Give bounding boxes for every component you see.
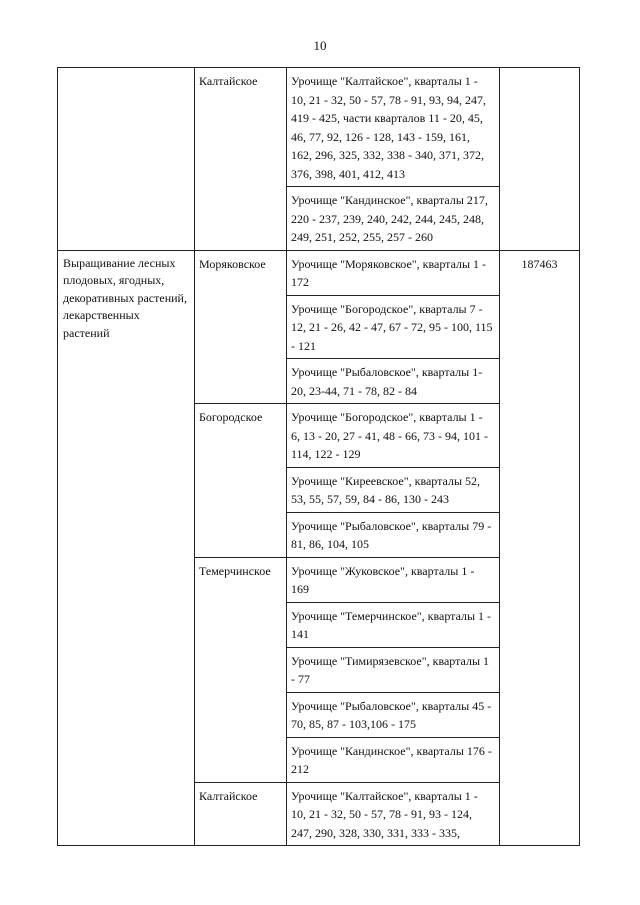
forest-use-table <box>57 67 580 846</box>
forestry-cell: Темерчинское <box>195 557 287 782</box>
table-row <box>58 68 580 187</box>
forestry-cell: Моряковское <box>195 250 287 404</box>
page-number: 10 <box>313 38 327 53</box>
tract-cell: Урочище "Моряковское", кварталы 1 - 172 <box>287 250 500 295</box>
activity-cell: Выращивание лесных плодовых, ягодных, декоративных растений, лекарственных растений <box>58 250 195 846</box>
forestry-cell: Калтайское <box>195 782 287 846</box>
tract-cell: Урочище "Кандинское", кварталы 217, 220 - 237, 239, 240, 242, 244, 245, 248, 249, 251, 252, 255, 257 - 260 <box>287 187 500 251</box>
tract-cell: Урочище "Калтайское", кварталы 1 - 10, 21 - 32, 50 - 57, 78 - 91, 93, 94, 247, 419 - 425, части кварталов 11 - 20, 45, 46, 77, 92, 126 - 128, 143 - 159, 161, 162, 296, 325, 332, 338 - 340, 371, 372, 376, 398, 401, 412, 413 <box>287 68 500 187</box>
forestry-cell: Калтайское <box>195 68 287 251</box>
area-cell: 187463 <box>500 250 580 846</box>
tract-cell: Урочище "Киреевское", кварталы 52, 53, 55, 57, 59, 84 - 86, 130 - 243 <box>287 467 500 512</box>
tract-cell: Урочище "Тимирязевское", кварталы 1 - 77 <box>287 647 500 692</box>
activity-cell <box>58 68 195 251</box>
tract-cell: Урочище "Кандинское", кварталы 176 - 212 <box>287 737 500 782</box>
forestry-cell: Богородское <box>195 404 287 558</box>
table-row <box>58 250 580 295</box>
tract-cell: Урочище "Богородское", кварталы 7 - 12, 21 - 26, 42 - 47, 67 - 72, 95 - 100, 115 - 121 <box>287 295 500 359</box>
tract-cell: Урочище "Богородское", кварталы 1 - 6, 13 - 20, 27 - 41, 48 - 66, 73 - 94, 101 - 114, 122 - 129 <box>287 404 500 468</box>
tract-cell: Урочище "Рыбаловское", кварталы 1-20, 23-44, 71 - 78, 82 - 84 <box>287 359 500 404</box>
tract-cell: Урочище "Темерчинское", кварталы 1 - 141 <box>287 602 500 647</box>
tract-cell: Урочище "Калтайское", кварталы 1 - 10, 21 - 32, 50 - 57, 78 - 91, 93 - 124, 247, 290, 328, 330, 331, 333 - 335, <box>287 782 500 846</box>
tract-cell: Урочище "Жуковское", кварталы 1 - 169 <box>287 557 500 602</box>
area-cell <box>500 68 580 251</box>
tract-cell: Урочище "Рыбаловское", кварталы 45 - 70, 85, 87 - 103,106 - 175 <box>287 692 500 737</box>
tract-cell: Урочище "Рыбаловское", кварталы 79 - 81, 86, 104, 105 <box>287 512 500 557</box>
